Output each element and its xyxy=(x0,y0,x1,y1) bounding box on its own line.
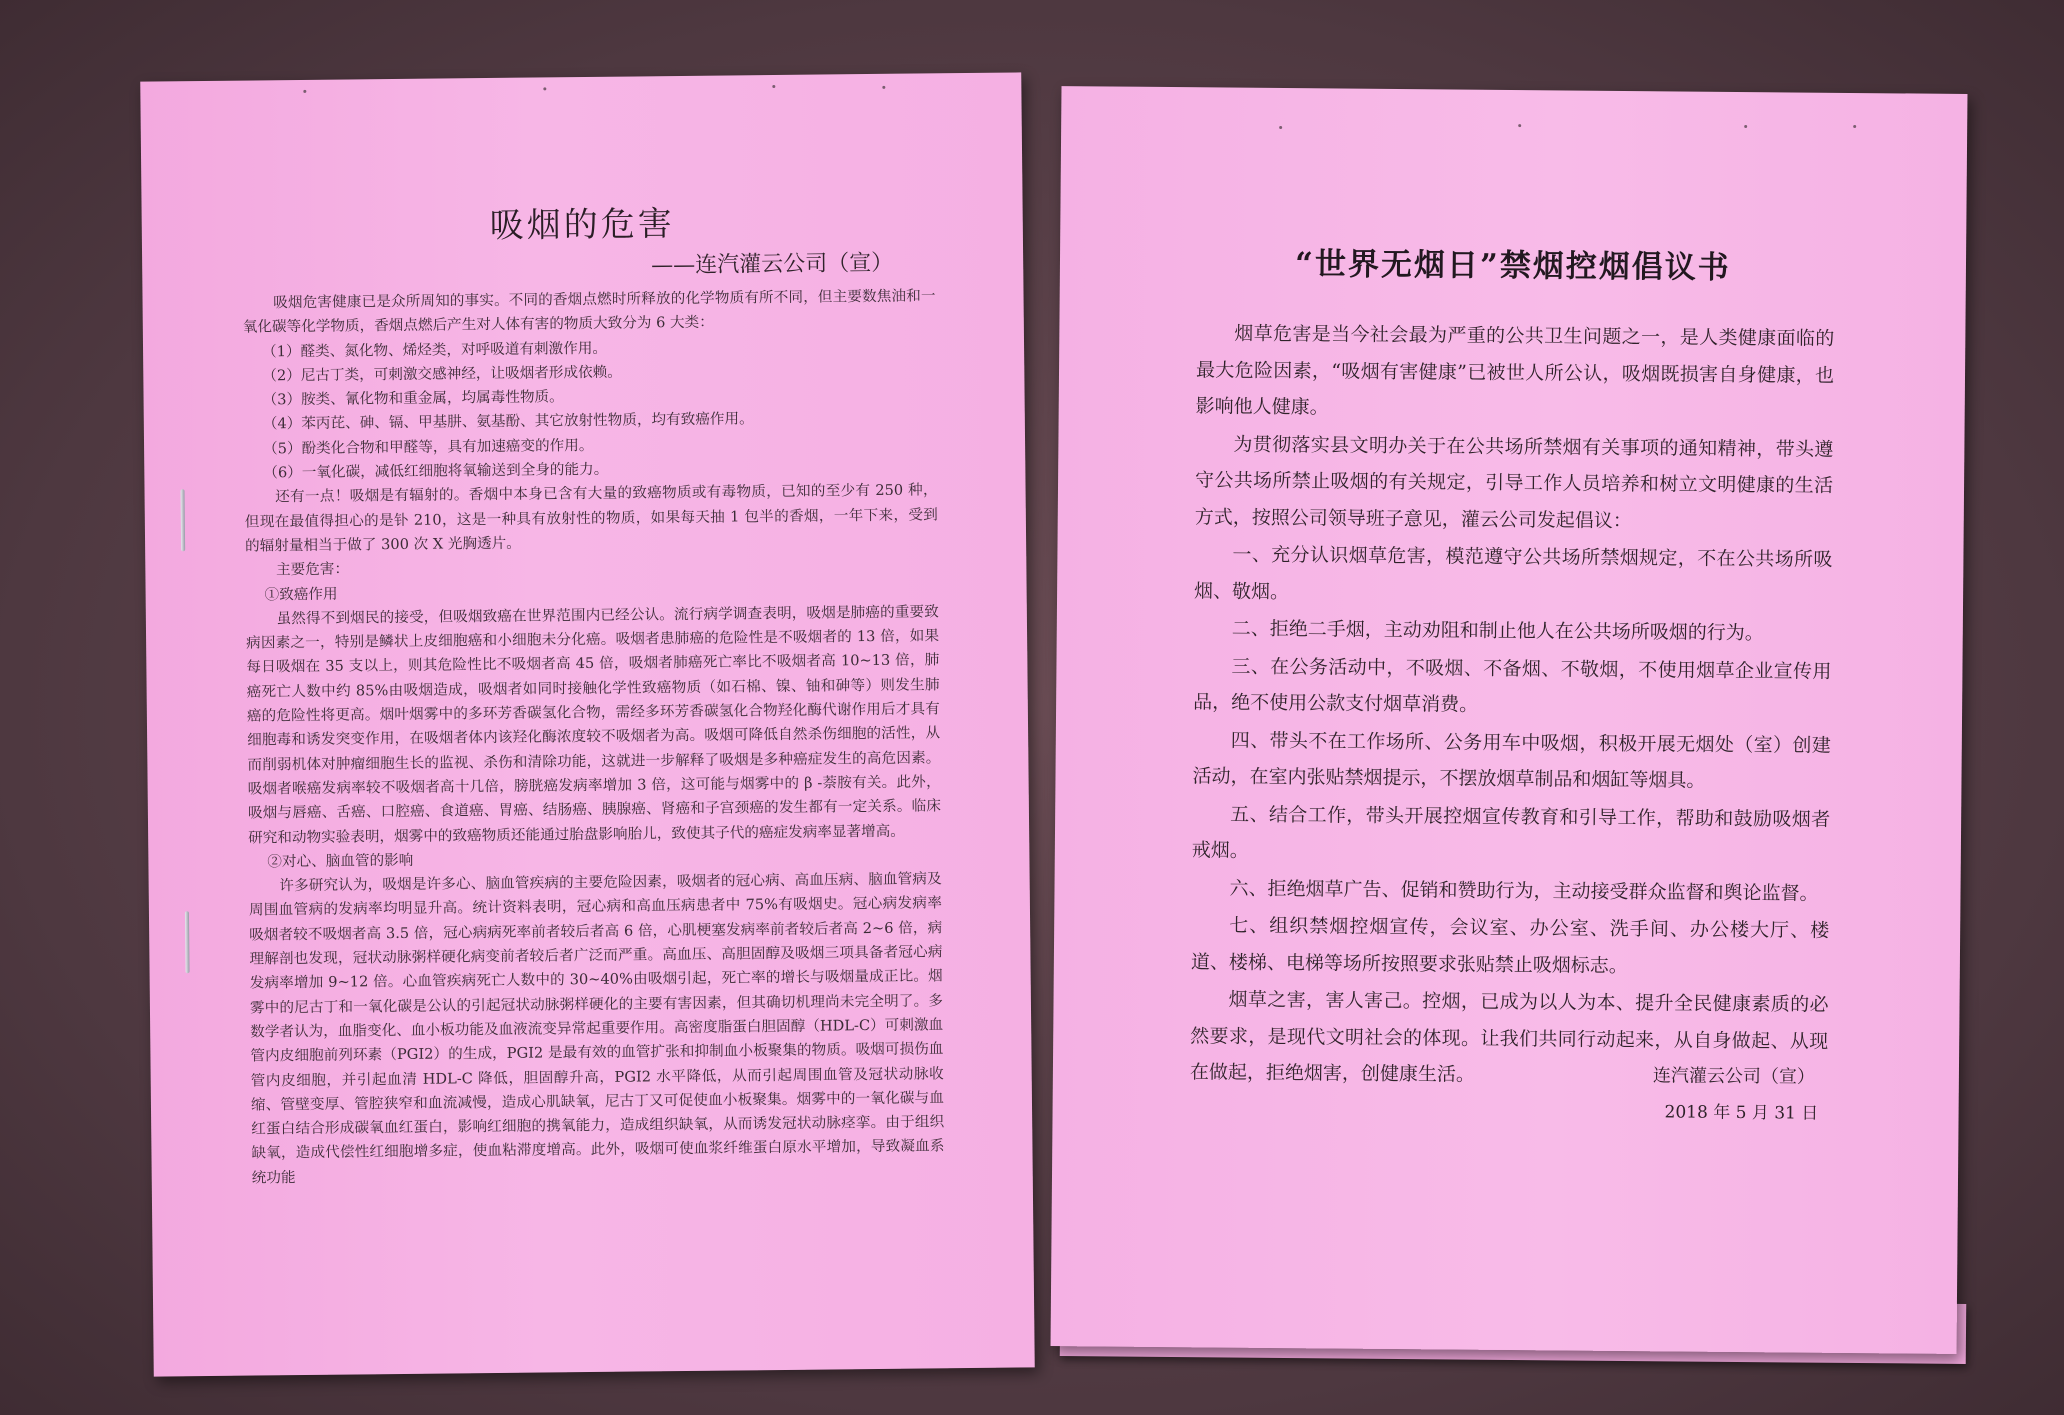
proposal-item: 一、充分认识烟草危害，模范遵守公共场所禁烟规定，不在公共场所吸烟、敬烟。 xyxy=(1194,543,1833,603)
proposal-item: 六、拒绝烟草广告、促销和赞助行为，主动接受群众监督和舆论监督。 xyxy=(1229,877,1819,905)
staple-top xyxy=(181,489,186,551)
list-item: （6）一氧化碳，减低红细胞将氧输送到全身的能力。 xyxy=(263,460,609,482)
staple-bottom xyxy=(185,911,190,973)
proposal-item: 二、拒绝二手烟，主动劝阻和制止他人在公共场所吸烟的行为。 xyxy=(1231,617,1764,645)
section-text-cardio: 许多研究认为，吸烟是许多心、脑血管疾病的主要危险因素，吸烟者的冠心病、高血压病、脑血管病及周围血管病的发病率均明显升高。统计资料表明，冠心病和高血压病患者中 75%有吸烟史。冠心病发病率吸烟者较不吸烟者高 3.5 倍，冠心病病死率前者较后者高 6 倍，心肌梗塞发病率前者较后者高 2~6 倍，病理解剖也发现，冠状动脉粥样硬化病变前者较后者广泛而严重。高血压、高胆固醇及吸烟三项具备者冠心病发病率增加 9~12 倍。心血管疾病死亡人数中的 30~40%由吸烟引起，死亡率的增长与吸烟量成正比。烟雾中的尼古丁和一氧化碳是公认的引起冠状动脉粥样硬化的主要有害因素，但其确切机理尚未完全明了。多数学者认为，血脂变化、血小板功能及血液流变异常起重要作用。高密度脂蛋白胆固醇（HDL-C）可刺激血管内皮细胞前列环素（PGI2）的生成，PGI2 是最有效的血管扩张和抑制血小板聚集的物质。吸烟可损伤血管内皮细胞，并引起血清 HDL-C 降低，胆固醇升高，PGI2 水平降低，从而引起周围血管及冠状动脉收缩、管壁变厚、管腔狭窄和血流减慢，造成心肌缺氧，尼古丁又可促使血小板聚集。烟雾中的一氧化碳与血红蛋白结合形成碳氧血红蛋白，影响红细胞的携氧能力，造成组织缺氧，从而诱发冠状动脉痉挛。由于组织缺氧，造成代偿性红细胞增多症，使血粘滞度增高。此外，吸烟可使血浆纤维蛋白原水平增加，导致凝血系统功能 xyxy=(248,870,945,1187)
list-item: （4）苯丙芘、砷、镉、甲基肼、氨基酚、其它放射性物质，均有致癌作用。 xyxy=(262,410,754,433)
proposal-paragraph: 烟草危害是当今社会最为严重的公共卫生问题之一，是人类健康面临的最大危险因素，“吸烟有害健康”已被世人所公认，吸烟既损害自身健康，也影响他人健康。 xyxy=(1195,322,1835,419)
signature-date: 2018 年 5 月 31 日 xyxy=(1664,1102,1819,1124)
proposal-item: 五、结合工作，带头开展控烟宣传教育和引导工作，帮助和鼓励吸烟者戒烟。 xyxy=(1191,803,1831,862)
right-doc-body xyxy=(1190,315,1835,1097)
punch-hole xyxy=(1853,125,1856,128)
proposal-paragraph: 为贯彻落实县文明办关于在公共场所禁烟有关事项的通知精神，带头遵守公共场所禁止吸烟的有关规定，引导工作人员培养和树立文明健康的生活方式，按照公司领导班子意见，灌云公司发起倡议： xyxy=(1194,433,1834,532)
left-doc-subtitle: ——连汽灌云公司（宣） xyxy=(651,250,894,279)
left-document-sheet xyxy=(140,72,1035,1376)
section-heading-cancer: ①致癌作用 xyxy=(264,585,338,603)
intro-paragraph: 吸烟危害健康已是众所周知的事实。不同的香烟点燃时所释放的化学物质有所不同，但主要数焦油和一氧化碳等化学物质，香烟点燃后产生对人体有害的物质大致分为 6 大类： xyxy=(242,287,936,336)
proposal-item: 四、带头不在工作场所、公务用车中吸烟，积极开展无烟处（室）创建活动，在室内张贴禁烟提示，不摆放烟草制品和烟缸等烟具。 xyxy=(1192,729,1831,792)
punch-hole xyxy=(882,86,885,89)
punch-hole xyxy=(772,85,775,88)
proposal-paragraph: 烟草之害，害人害己。控烟，已成为以人为本、提升全民健康素质的必然要求，是现代文明社会的体现。让我们共同行动起来，从自身做起、从现在做起，拒绝烟害，创健康生活。 xyxy=(1189,988,1829,1086)
punch-hole xyxy=(1518,124,1521,127)
right-doc-title: “世界无烟日”禁烟控烟倡议书 xyxy=(1294,246,1731,286)
proposal-item: 七、组织禁烟控烟宣传，会议室、办公室、洗手间、办公楼大厅、楼道、楼梯、电梯等场所按照要求张贴禁止吸烟标志。 xyxy=(1190,914,1830,977)
left-doc-title: 吸烟的危害 xyxy=(489,204,675,246)
harm-heading: 主要危害： xyxy=(275,560,350,579)
punch-hole xyxy=(303,90,306,93)
list-item: （1）醛类、氮化物、烯烃类，对呼吸道有刺激作用。 xyxy=(261,339,608,360)
punch-hole xyxy=(543,87,546,90)
section-text-cancer: 虽然得不到烟民的接受，但吸烟致癌在世界范围内已经公认。流行病学调查表明，吸烟是肺癌的重要致病因素之一，特别是鳞状上皮细胞癌和小细胞未分化癌。吸烟者患肺癌的危险性是不吸烟者的 13 倍，如果每日吸烟在 35 支以上，则其危险性比不吸烟者高 45 倍，吸烟者肺癌死亡率比不吸烟者高 10~13 倍，肺癌死亡人数中约 85%由吸烟造成，吸烟者如同时接触化学性致癌物质（如石棉、镍、铀和砷等）则发生肺癌的危险性将更高。烟叶烟雾中的多环芳香碳氢化合物，需经多环芳香碳氢化合物羟化酶代谢作用后才具有细胞毒和诱发突变作用，在吸烟者体内该羟化酶浓度较不吸烟者为高。吸烟可降低自然杀伤细胞的活性，从而削弱机体对肿瘤细胞生长的监视、杀伤和清除功能，这就进一步解释了吸烟是多种癌症发生的高危因素。吸烟者喉癌发病率较不吸烟者高十几倍，膀胱癌发病率增加 3 倍，这可能与烟雾中的 β -萘胺有关。此外，吸烟与唇癌、舌癌、口腔癌、食道癌、胃癌、结肠癌、胰腺癌、肾癌和子宫颈癌的发生都有一定关系。临床研究和动物实验表明，烟雾中的致癌物质还能通过胎盘影响胎儿，致使其子代的癌症发病率显著增高。 xyxy=(246,603,941,847)
proposal-item: 三、在公务活动中，不吸烟、不备烟、不敬烟，不使用烟草企业宣传用品，绝不使用公款支付烟草消费。 xyxy=(1193,655,1832,716)
signature-org: 连汽灌云公司（宣） xyxy=(1652,1065,1815,1088)
punch-hole xyxy=(1744,125,1747,128)
section-heading-cardio: ②对心、脑血管的影响 xyxy=(267,851,414,871)
left-doc-body xyxy=(242,284,944,1190)
list-item: （2）尼古丁类，可刺激交感神经，让吸烟者形成依赖。 xyxy=(262,363,622,385)
list-item: （3）胺类、氰化物和重金属，均属毒性物质。 xyxy=(262,388,564,409)
list-item: （5）酚类化合物和甲醛等，具有加速癌变的作用。 xyxy=(262,436,594,458)
radiation-paragraph: 还有一点！吸烟是有辐射的。香烟中本身已含有大量的致癌物质或有毒物质，已知的至少有 250 种，但现在最值得担心的是钋 210，这是一种具有放射性的物质，如果每天抽 1 包半的香烟，一年下来，受到的辐射量相当于做了 300 次 X 光胸透片。 xyxy=(244,481,938,555)
punch-hole xyxy=(1279,126,1282,129)
right-document-sheet xyxy=(1051,86,1968,1354)
